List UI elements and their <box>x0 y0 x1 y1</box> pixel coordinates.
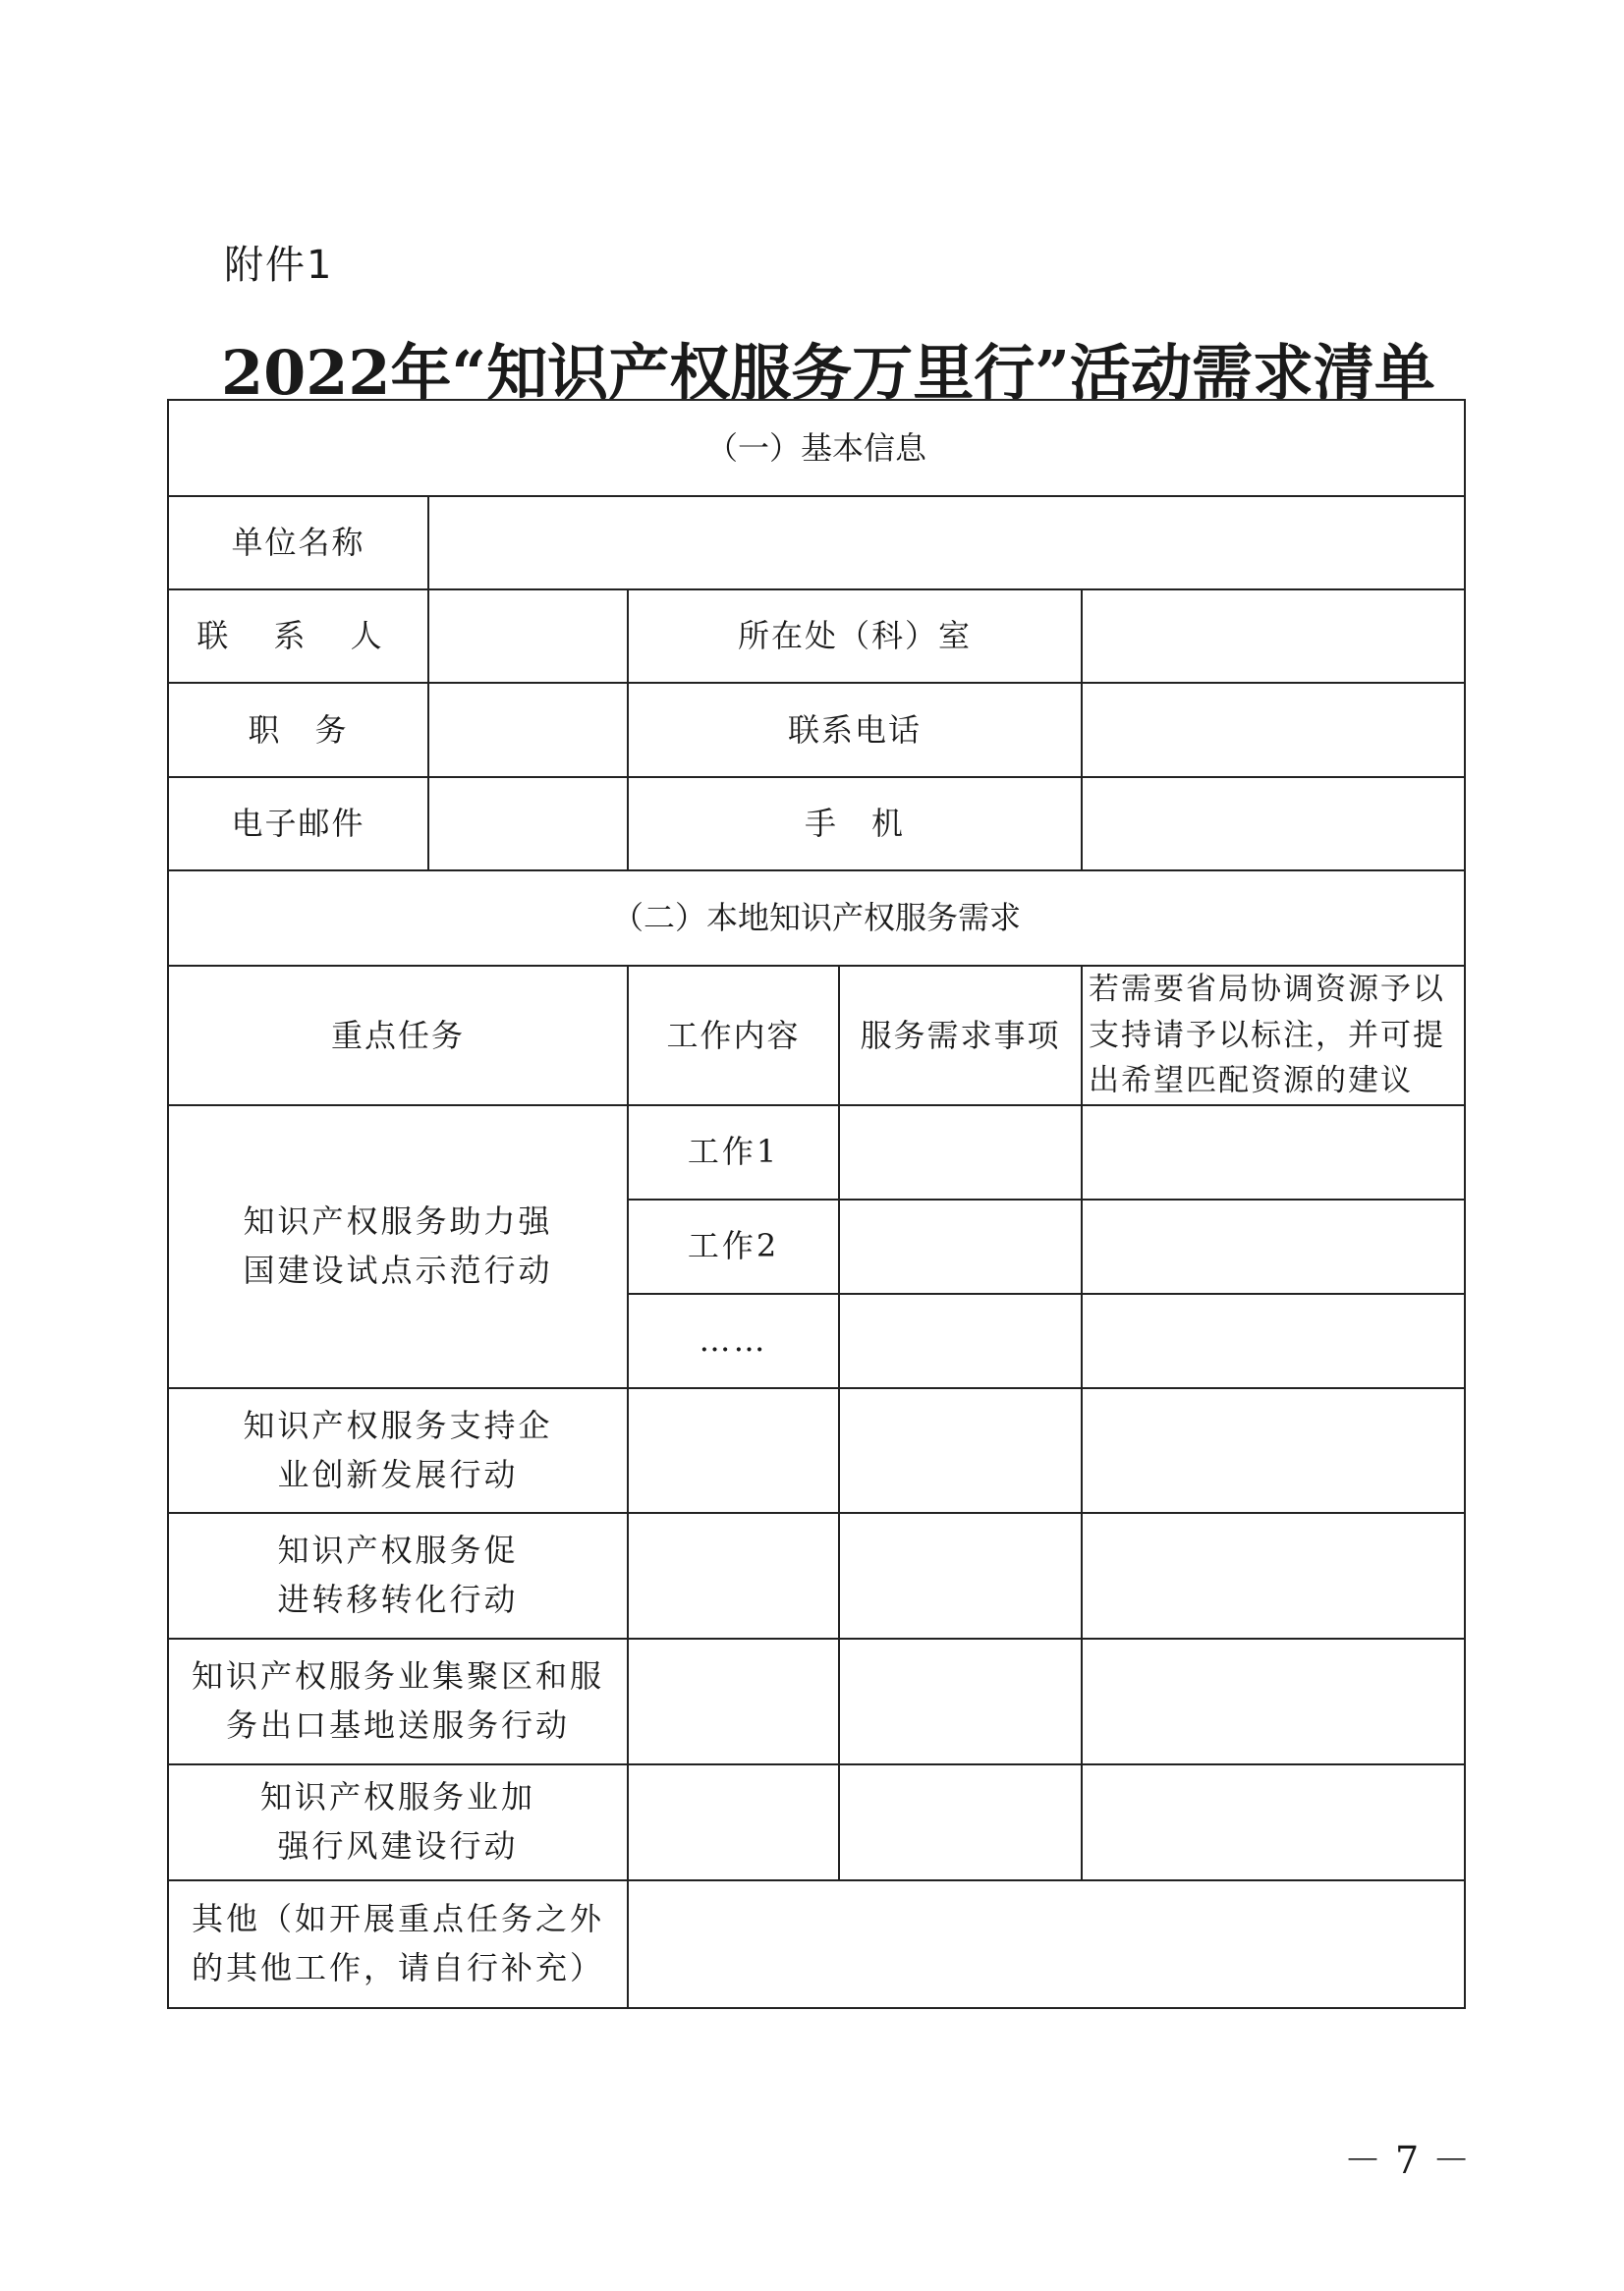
task5-row <box>168 1764 1465 1880</box>
mobile-field[interactable] <box>1082 777 1465 870</box>
task1-item-2-note[interactable] <box>1082 1200 1465 1294</box>
unit-name-label: 单位名称 <box>168 496 428 589</box>
task3-service[interactable] <box>839 1513 1082 1639</box>
task2-note[interactable] <box>1082 1388 1465 1513</box>
contact-field[interactable] <box>428 589 628 683</box>
section2-header-row <box>168 966 1465 1105</box>
task1-item-1-service[interactable] <box>839 1105 1082 1200</box>
section2-heading: （二）本地知识产权服务需求 <box>168 870 1465 966</box>
contact-label: 联 系 人 <box>168 589 428 683</box>
task1-item-3-service[interactable] <box>839 1294 1082 1388</box>
task1-item-2: 工作2 <box>628 1200 839 1294</box>
position-field[interactable] <box>428 683 628 777</box>
task1-item-3: …… <box>628 1294 839 1388</box>
task1-item-1: 工作1 <box>628 1105 839 1200</box>
email-field[interactable] <box>428 777 628 870</box>
page-number: －7－ <box>1344 2139 1484 2182</box>
task1-item-3-note[interactable] <box>1082 1294 1465 1388</box>
position-row <box>168 683 1465 777</box>
other-label: 其他（如开展重点任务之外的其他工作，请自行补充） <box>168 1880 628 2008</box>
department-label: 所在处（科）室 <box>628 589 1082 683</box>
attachment-label: 附件1 <box>224 243 334 288</box>
task3-note[interactable] <box>1082 1513 1465 1639</box>
section1-heading: （一）基本信息 <box>168 400 1465 496</box>
phone-field[interactable] <box>1082 683 1465 777</box>
task1-row-1 <box>168 1105 1465 1200</box>
position-label: 职 务 <box>168 683 428 777</box>
task2-service[interactable] <box>839 1388 1082 1513</box>
demand-form-table <box>167 399 1466 2009</box>
task5-content[interactable] <box>628 1764 839 1880</box>
task4-content[interactable] <box>628 1639 839 1764</box>
phone-label: 联系电话 <box>628 683 1082 777</box>
task4-row <box>168 1639 1465 1764</box>
mobile-label: 手 机 <box>628 777 1082 870</box>
task2-content[interactable] <box>628 1388 839 1513</box>
task-name-3: 知识产权服务促进转移转化行动 <box>168 1513 628 1639</box>
header-content: 工作内容 <box>628 966 839 1105</box>
section1-heading-row <box>168 400 1465 496</box>
document-title: 2022年“知识产权服务万里行”活动需求清单 <box>221 337 1435 409</box>
email-row <box>168 777 1465 870</box>
task4-service[interactable] <box>839 1639 1082 1764</box>
email-label: 电子邮件 <box>168 777 428 870</box>
task-name-4: 知识产权服务业集聚区和服务出口基地送服务行动 <box>168 1639 628 1764</box>
task-name-1: 知识产权服务助力强国建设试点示范行动 <box>168 1105 628 1388</box>
unit-name-field[interactable] <box>428 496 1465 589</box>
task-name-2: 知识产权服务支持企业创新发展行动 <box>168 1388 628 1513</box>
section2-heading-row <box>168 870 1465 966</box>
task3-row <box>168 1513 1465 1639</box>
header-service: 服务需求事项 <box>839 966 1082 1105</box>
other-field[interactable] <box>628 1880 1465 2008</box>
department-field[interactable] <box>1082 589 1465 683</box>
task1-item-1-note[interactable] <box>1082 1105 1465 1200</box>
contact-row <box>168 589 1465 683</box>
task-name-5: 知识产权服务业加强行风建设行动 <box>168 1764 628 1880</box>
header-note: 若需要省局协调资源予以支持请予以标注，并可提出希望匹配资源的建议 <box>1082 966 1465 1105</box>
task1-item-2-service[interactable] <box>839 1200 1082 1294</box>
task5-service[interactable] <box>839 1764 1082 1880</box>
task3-content[interactable] <box>628 1513 839 1639</box>
header-task: 重点任务 <box>168 966 628 1105</box>
task4-note[interactable] <box>1082 1639 1465 1764</box>
task2-row <box>168 1388 1465 1513</box>
unit-name-row <box>168 496 1465 589</box>
task5-note[interactable] <box>1082 1764 1465 1880</box>
other-row <box>168 1880 1465 2008</box>
